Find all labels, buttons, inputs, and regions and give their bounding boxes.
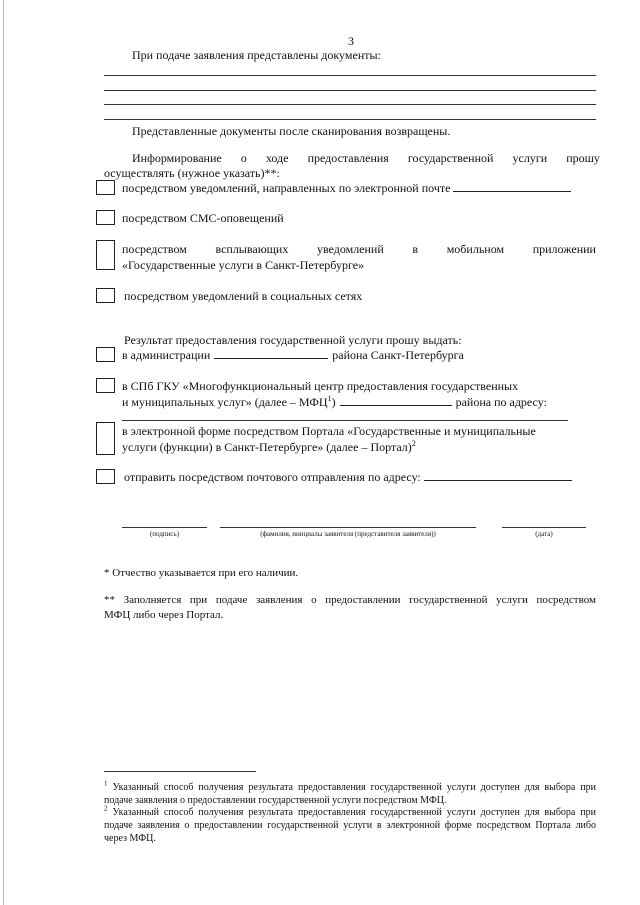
note-fill-line1 (104, 593, 596, 608)
date-line[interactable] (502, 527, 586, 528)
fill-word-4: подаче (215, 594, 248, 606)
checkbox-social[interactable] (96, 288, 115, 303)
name-caption: (фамилия, инициалы заявителя (представителя заявителя)) (260, 530, 436, 538)
fill-word-6: о (311, 594, 317, 606)
mobile-word-1: посредством (122, 242, 187, 256)
fill-word-1: ** (104, 594, 115, 606)
scanned-returned-note: Представленные документы после сканирования возвращены. (132, 124, 451, 138)
note-fill-line2: МФЦ либо через Портал. (104, 609, 224, 621)
result-administration-label: в администрации района Санкт-Петербурга (122, 348, 464, 362)
result-heading: Результат предоставления государственной услуги прошу выдать: (124, 333, 462, 347)
signature-caption: (подпись) (149, 530, 180, 538)
inform-word-2: о (240, 151, 247, 165)
checkbox-mobile-app[interactable] (96, 240, 115, 270)
option-sms-label: посредством СМС-оповещений (122, 211, 284, 225)
page-number: 3 (348, 34, 354, 48)
option-mobile-app-line1 (122, 242, 596, 257)
mfc-district-input-line[interactable] (340, 395, 452, 406)
mobile-word-2: всплывающих (215, 242, 289, 256)
footnote-2: $^2$ Указанный способ получения результата предоставления государственной услуги доступен для выбора при подаче заявления о предоставлении государственной услуги в электронной форме посредством Портала либо через МФЦ. (104, 804, 596, 844)
mobile-word-4: в (412, 242, 419, 256)
fill-word-7: предоставлении (325, 594, 401, 606)
note-patronymic: * Отчество указывается при его наличии. (104, 567, 299, 579)
date-caption: (дата) (535, 530, 553, 538)
option-mobile-app-line2: «Государственные услуги в Санкт-Петербурге» (122, 258, 365, 272)
page-edge (3, 0, 4, 905)
checkbox-email[interactable] (96, 180, 115, 195)
mobile-word-3: уведомлений (316, 242, 384, 256)
fill-word-5: заявления (255, 594, 303, 606)
fill-word-3: при (189, 594, 208, 606)
checkbox-post[interactable] (96, 469, 115, 484)
signature-line[interactable] (122, 527, 207, 528)
inform-word-7: прошу (566, 151, 600, 165)
result-mfc-line1: в СПб ГКУ «Многофункциональный центр предоставления государственных (122, 379, 519, 393)
inform-word-3: ходе (265, 151, 289, 165)
documents-heading: При подаче заявления представлены документы: (132, 48, 381, 62)
documents-line-1[interactable] (104, 75, 596, 76)
checkbox-administration[interactable] (96, 347, 115, 362)
name-line[interactable] (220, 527, 476, 528)
result-portal-line1: в электронной форме посредством Портала «Государственные и муниципальные (122, 424, 536, 438)
documents-line-4[interactable] (104, 119, 596, 120)
footnote-1: $^1$ Указанный способ получения результата предоставления государственной услуги доступен для выбора при подаче заявления о предоставлении государственной услуги посредством МФЦ. (104, 779, 596, 806)
inform-heading-line2: осуществлять (нужное указать)**: (104, 166, 280, 180)
inform-word-4: предоставления (307, 151, 389, 165)
mobile-word-6: приложении (532, 242, 596, 256)
inform-word-6: услуги (512, 151, 548, 165)
inform-word-1: Информирование (132, 151, 222, 165)
inform-word-5: государственной (407, 151, 494, 165)
checkbox-portal[interactable] (96, 422, 115, 455)
checkbox-sms[interactable] (96, 210, 115, 225)
result-portal-line2: услуги (функции) в Санкт-Петербурге» (далее – Портал)$^2$ (122, 439, 416, 454)
checkbox-mfc[interactable] (96, 378, 115, 393)
documents-line-3[interactable] (104, 104, 596, 105)
district-input-line[interactable] (214, 348, 328, 359)
fill-word-2: Заполняется (123, 594, 182, 606)
email-input-line[interactable] (453, 181, 571, 192)
fill-word-10: посредством (536, 594, 596, 606)
result-mfc-line2: и муниципальных услуг» (далее – МФЦ$^1$) района по адресу: (122, 394, 547, 409)
fill-word-8: государственной (409, 594, 488, 606)
option-email-label: посредством уведомлений, направленных по электронной почте (122, 181, 571, 196)
fill-word-9: услуги (496, 594, 528, 606)
portal-rule (122, 420, 568, 421)
inform-heading-line1 (132, 151, 600, 166)
mobile-word-5: мобильном (446, 242, 505, 256)
option-social-label: посредством уведомлений в социальных сетях (124, 289, 363, 303)
post-address-input-line[interactable] (424, 470, 572, 481)
footnote-separator (104, 771, 256, 772)
result-post-label: отправить посредством почтового отправления по адресу: (124, 470, 572, 485)
documents-line-2[interactable] (104, 90, 596, 91)
